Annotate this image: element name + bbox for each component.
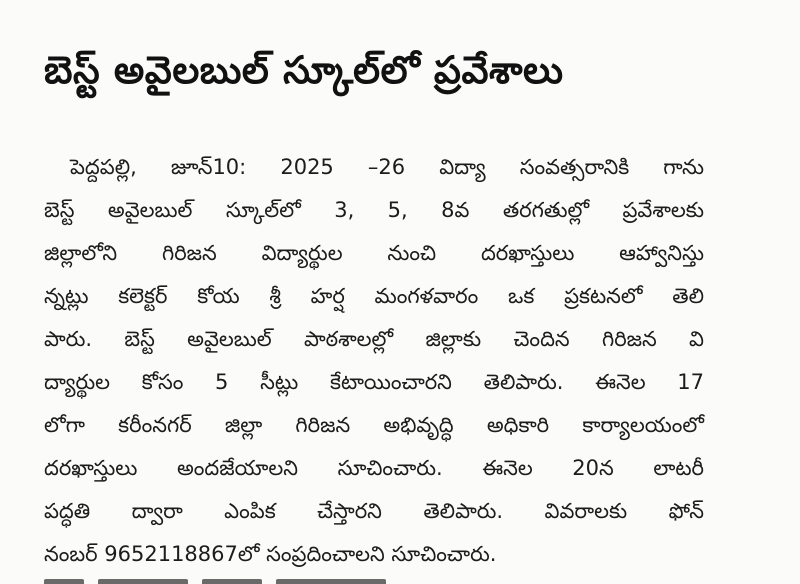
- article-body: [44, 146, 704, 576]
- article-headline: బెస్ట్ అవైలబుల్ స్కూల్‌లో ప్రవేశాలు: [44, 48, 564, 92]
- article-line-3: జిల్లాలోని గిరిజన విద్యార్థుల నుంచి దరఖాస్తులు ఆహ్వానిస్తు: [44, 241, 704, 265]
- article-line-8: దరఖాస్తులు అందజేయాలని సూచించారు. ఈనెల 20న లాటరీ: [44, 456, 704, 480]
- cut-off-next-line: [44, 572, 464, 584]
- article-line-2: బెస్ట్ అవైలబుల్ స్కూల్‌లో 3, 5, 8వ తరగతుల్లో ప్రవేశాలకు: [44, 198, 704, 222]
- article-line-5: పారు. బెస్ట్ అవైలబుల్ పాఠశాలల్లో జిల్లాకు చెందిన గిరిజన వి: [44, 327, 704, 351]
- article-line-7: లోగా కరీంనగర్ జిల్లా గిరిజన అభివృద్ధి అధికారి కార్యాలయంలో: [44, 413, 704, 437]
- article-line-1: పెద్దపల్లి, జూన్10: 2025 –26 విద్యా సంవత్సరానికి గాను: [70, 155, 704, 179]
- article-line-4: న్నట్లు కలెక్టర్ కోయ శ్రీ హర్ష మంగళవారం ఒక ప్రకటనలో తెలి: [44, 284, 704, 308]
- article-line-6: ద్యార్థుల కోసం 5 సీట్లు కేటాయించారని తెలిపారు. ఈనెల 17: [44, 370, 704, 394]
- article-line-10: నంబర్ 9652118867లో సంప్రదించాలని సూచించారు.: [44, 542, 497, 566]
- article-line-9: పద్ధతి ద్వారా ఎంపిక చేస్తారని తెలిపారు. వివరాలకు ఫోన్: [44, 499, 704, 523]
